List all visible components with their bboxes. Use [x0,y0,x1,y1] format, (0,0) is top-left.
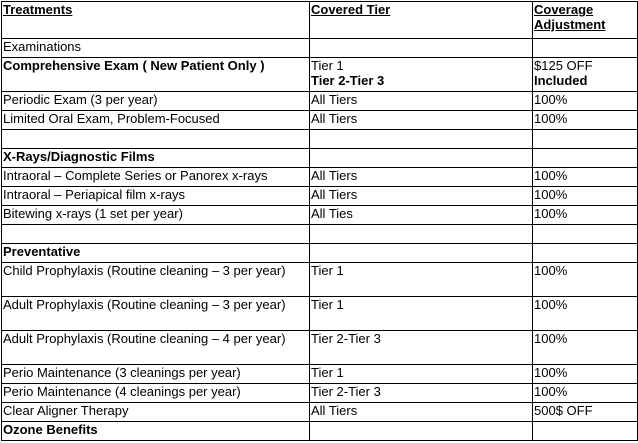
table-row [2,206,638,225]
table-row [2,39,638,58]
tier-cell [310,58,533,92]
adjustment-line1: $125 OFF [534,58,593,73]
section-xrays: X-Rays/Diagnostic Films [2,149,310,168]
table-row [2,297,638,331]
adjustment-cell: 100% [533,263,638,297]
header-coverage-line2: Adjustment [534,17,606,32]
empty-cell [2,130,310,149]
header-coverage-adjustment [533,2,638,39]
empty-cell [533,149,638,168]
empty-cell [310,149,533,168]
treatment-cell: Intraoral – Complete Series or Panorex x-rays [2,168,310,187]
table-row [2,331,638,365]
empty-cell [533,225,638,244]
header-treatments: Treatments [2,2,310,39]
treatment-cell: Adult Prophylaxis (Routine cleaning – 3 per year) [2,297,310,331]
examinations-label: Examinations [2,39,310,58]
tier-line1: Tier 1 [311,58,344,73]
empty-cell [310,225,533,244]
tier-cell: All Ties [310,206,533,225]
blank-row [2,225,638,244]
adjustment-cell [533,58,638,92]
section-row [2,244,638,263]
section-preventative: Preventative [2,244,310,263]
empty-cell [533,130,638,149]
tier-cell: Tier 1 [310,365,533,384]
treatment-cell: Limited Oral Exam, Problem-Focused [2,111,310,130]
blank-row [2,130,638,149]
table-row [2,168,638,187]
adjustment-cell: 100% [533,92,638,111]
coverage-table [1,1,638,441]
adjustment-cell: 100% [533,206,638,225]
tier-cell: Tier 1 [310,263,533,297]
treatment-cell: Adult Prophylaxis (Routine cleaning – 4 per year) [2,331,310,365]
section-row [2,149,638,168]
tier-cell: Tier 1 [310,297,533,331]
treatment-cell: Clear Aligner Therapy [2,403,310,422]
empty-cell [533,422,638,441]
tier-cell: All Tiers [310,403,533,422]
empty-cell [310,39,533,58]
table-row [2,384,638,403]
empty-cell [310,130,533,149]
tier-cell: Tier 2-Tier 3 [310,331,533,365]
tier-cell: All Tiers [310,168,533,187]
tier-cell: Tier 2-Tier 3 [310,384,533,403]
adjustment-cell: 100% [533,187,638,206]
treatment-cell: Bitewing x-rays (1 set per year) [2,206,310,225]
header-row [2,2,638,39]
table-row [2,365,638,384]
empty-cell [310,422,533,441]
table-row [2,92,638,111]
empty-cell [310,244,533,263]
adjustment-cell: 100% [533,111,638,130]
treatment-cell: Intraoral – Periapical film x-rays [2,187,310,206]
section-ozone: Ozone Benefits [2,422,310,441]
adjustment-cell: 100% [533,384,638,403]
treatment-cell: Perio Maintenance (4 cleanings per year) [2,384,310,403]
header-coverage-line1: Coverage [534,2,594,17]
adjustment-line2: Included [534,73,588,88]
adjustment-cell: 100% [533,331,638,365]
section-row [2,422,638,441]
adjustment-cell: 500$ OFF [533,403,638,422]
adjustment-cell: 100% [533,168,638,187]
table-row [2,263,638,297]
treatment-cell: Child Prophylaxis (Routine cleaning – 3 per year) [2,263,310,297]
tier-line2: Tier 2-Tier 3 [311,73,385,88]
tier-cell: All Tiers [310,92,533,111]
table-row [2,58,638,92]
empty-cell [533,244,638,263]
treatment-cell: Comprehensive Exam ( New Patient Only ) [2,58,310,92]
tier-cell: All Tiers [310,187,533,206]
adjustment-cell: 100% [533,297,638,331]
table-row [2,403,638,422]
treatment-cell: Periodic Exam (3 per year) [2,92,310,111]
header-covered-tier: Covered Tier [310,2,533,39]
table-row [2,111,638,130]
treatment-cell: Perio Maintenance (3 cleanings per year) [2,365,310,384]
empty-cell [2,225,310,244]
adjustment-cell: 100% [533,365,638,384]
table-row [2,187,638,206]
empty-cell [533,39,638,58]
tier-cell: All Tiers [310,111,533,130]
